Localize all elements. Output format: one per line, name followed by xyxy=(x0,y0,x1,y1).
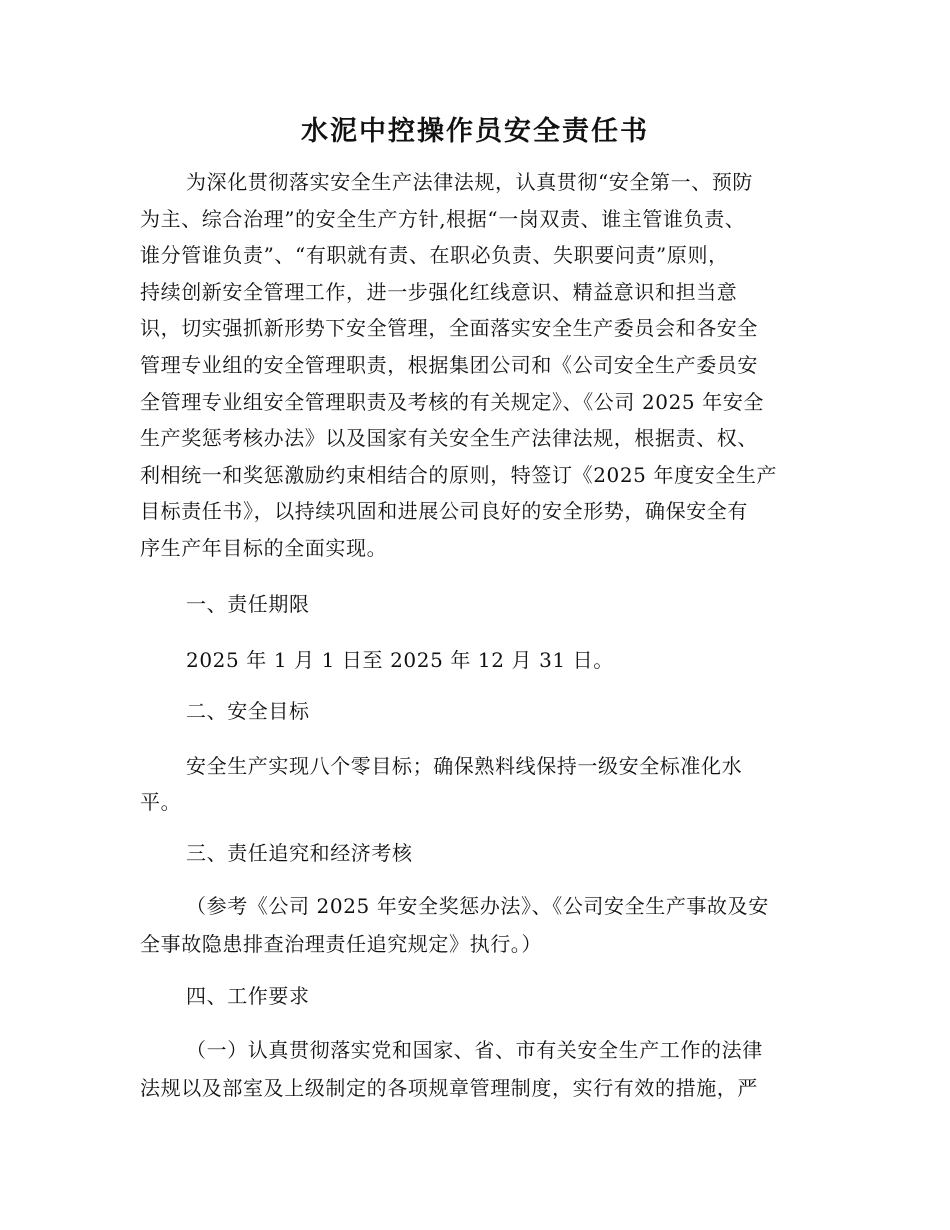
section-heading: 三、责任追究和经济考核 xyxy=(186,841,413,865)
paragraph-line: 生产奖惩考核办法》以及国家有关安全生产法律法规，根据责、权、 xyxy=(140,426,758,450)
paragraph-line: 管理专业组的安全管理职责，根据集团公司和《公司安全生产委员安 xyxy=(140,353,758,377)
paragraph-line: 为深化贯彻落实安全生产法律法规，认真贯彻“安全第一、预防 xyxy=(186,170,754,194)
paragraph-line: 平。 xyxy=(140,790,182,814)
paragraph-line: 全管理专业组安全管理职责及考核的有关规定》、《公司 2025 年安全 xyxy=(140,390,765,414)
paragraph-line: 识，切实强抓新形势下安全管理，全面落实安全生产委员会和各安全 xyxy=(140,316,758,340)
paragraph-line: 目标责任书》，以持续巩固和进展公司良好的安全形势，确保安全有 xyxy=(140,499,748,523)
section-heading: 二、安全目标 xyxy=(186,699,310,723)
paragraph-line: 2025 年 1 月 1 日至 2025 年 12 月 31 日。 xyxy=(186,648,614,672)
paragraph-line: 谁分管谁负责”、“有职就有责、在职必负责、失职要问责”原则， xyxy=(140,243,729,267)
paragraph-line: 法规以及部室及上级制定的各项规章管理制度，实行有效的措施，严 xyxy=(140,1076,758,1100)
paragraph-line: 持续创新安全管理工作，进一步强化红线意识、精益意识和担当意 xyxy=(140,280,738,304)
paragraph-line: 安全生产实现八个零目标；确保熟料线保持一级安全标准化水 xyxy=(186,754,743,778)
section-heading: 一、责任期限 xyxy=(186,592,310,616)
paragraph-line: （参考《公司 2025 年安全奖惩办法》、《公司安全生产事故及安 xyxy=(186,894,769,918)
section-heading: 四、工作要求 xyxy=(186,984,310,1008)
paragraph-line: 序生产年目标的全面实现。 xyxy=(140,536,388,560)
paragraph-line: 为主、综合治理”的安全生产方针,根据“一岗双责、谁主管谁负责、 xyxy=(140,207,746,231)
paragraph-line: 利相统一和奖惩激励约束相结合的原则，特签订《2025 年度安全生产 xyxy=(140,463,778,487)
paragraph-line: 全事故隐患排查治理责任追究规定》执行。） xyxy=(140,932,542,956)
paragraph-line: （一）认真贯彻落实党和国家、省、市有关安全生产工作的法律 xyxy=(186,1038,763,1062)
document-title: 水泥中控操作员安全责任书 xyxy=(301,116,649,147)
